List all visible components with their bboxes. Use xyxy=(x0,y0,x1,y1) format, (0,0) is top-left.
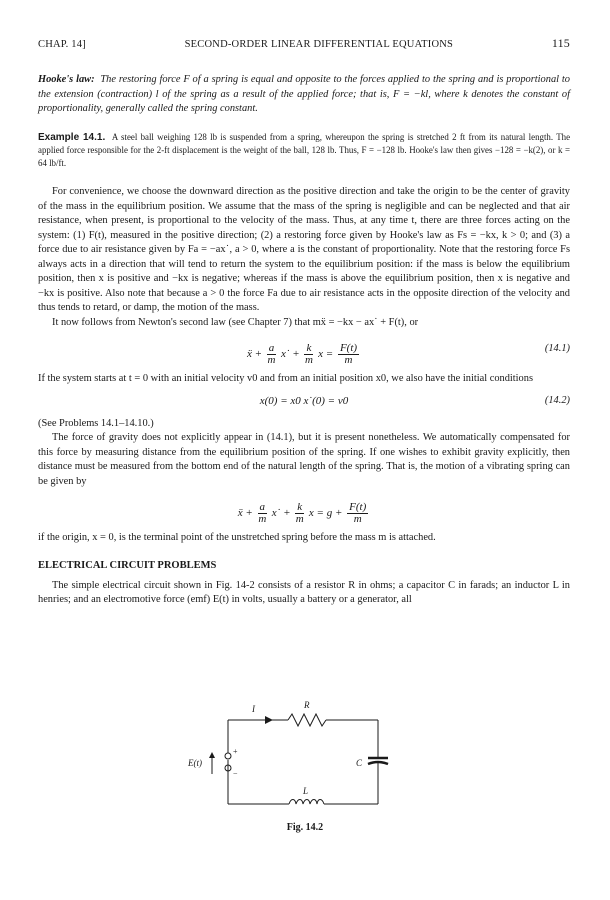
eq3-a: a xyxy=(259,501,266,513)
eq2-body: x(0) = x0 x˙(0) = v0 xyxy=(259,394,349,407)
paragraph-gravity: The force of gravity does not explicitly appear in (14.1), but it is present nonetheless. We automatically compensated for this force by measuring distance from the equilibrium position of the spring. If one wishes to exhibit gravity explicitly, then distance must be measured from the bottom end of the natural length of the spring. That is, the motion of a vibrating spring can be given by xyxy=(38,432,570,487)
label-R: R xyxy=(304,700,310,710)
eq1-f: F(t) xyxy=(339,342,358,354)
equation-number-14-2: (14.2) xyxy=(544,394,570,406)
eq3-frac-a-m xyxy=(258,502,268,525)
eq3-m2: m xyxy=(295,513,304,525)
eq3-k: k xyxy=(297,501,303,513)
equation-14-1 xyxy=(38,336,570,366)
emf-arrow-icon xyxy=(209,752,215,758)
eq1-frac-k-m xyxy=(304,343,313,366)
eq3-rhs: x = g + xyxy=(308,507,343,520)
paragraph-circuit: The simple electrical circuit shown in Fig. 14-2 consists of a resistor R in ohms; a capacitor C in farads; an inductor L in henries; and an electromotive force (emf) E(t) in volts, usually a battery or a generator, all xyxy=(38,579,570,605)
label-minus: − xyxy=(233,769,238,778)
label-E: E(t) xyxy=(188,758,202,768)
chapter-title: SECOND-ORDER LINEAR DIFFERENTIAL EQUATIONS xyxy=(184,39,454,50)
eq3-frac-k-m xyxy=(295,502,304,525)
eq1-a: a xyxy=(268,342,275,354)
example-text: A steel ball weighing 128 lb is suspended from a spring, whereupon the spring is stretched 2 ft from its natural length. The applied force responsible for the 2-ft displacement is the weight of the ball, 128 lb. Thus, F = −128 lb. Hooke's law then gives −128 = −k(2), or k = 64 lb/ft. xyxy=(38,131,571,168)
circuit-diagram xyxy=(188,694,398,834)
example-label: Example 14.1. xyxy=(38,131,106,143)
eq3-f: F(t) xyxy=(349,501,367,513)
equation-gravity xyxy=(38,495,570,525)
current-arrow-icon xyxy=(265,716,273,724)
label-plus: + xyxy=(233,747,238,756)
eq3-m: m xyxy=(258,513,267,525)
eq1-k: k xyxy=(306,342,312,354)
paragraph-newton: It now follows from Newton's second law (see Chapter 7) that mẍ = −kx − ax˙ + F(t), or xyxy=(52,316,419,328)
equation-14-2 xyxy=(38,393,570,411)
eq3-mid: x˙ + xyxy=(271,507,291,520)
eq1-rhs: x = xyxy=(318,348,334,361)
paragraph-forces: For convenience, we choose the downward direction as the positive direction and take the origin to be the center of gravity of the mass in the equilibrium position. We assume that the mass of the spring is negligible and can be neglected and that air resistance, when present, is proportional to the velocity of the mass. Thus, at any time t, there are three forces acting on the system: (1) F(t), measured in the positive direction; (2) a restoring force given by Hooke's law as Fs = −kx, k > 0; and (3) a force due to air resistance given by Fa = −ax˙, a > 0, where a is the constant of proportionality. Note that the restoring force Fs always acts in a direction that will tend to return the system to the equilibrium position: if the mass is below the equilibrium position, then x is positive and −kx is negative; whereas if the mass is above the equilibrium position, then x is negative and −kx is positive. Also note that because a > 0 the force Fa due to air resistance acts in the opposite direction of the velocity and thus tends to retard, or damp, the motion of the mass. xyxy=(38,186,570,313)
eq1-mid: x˙ + xyxy=(281,348,300,361)
label-L: L xyxy=(303,786,309,796)
hookes-law-label: Hooke's law: xyxy=(38,74,95,85)
eq3-frac-f-m xyxy=(347,502,368,525)
label-C: C xyxy=(356,758,363,768)
chapter-label: CHAP. 14] xyxy=(38,39,86,50)
eq1-lhs: ẍ + xyxy=(246,348,263,361)
eq1-frac-f-m xyxy=(338,343,359,366)
hookes-law-statement xyxy=(38,73,570,117)
page-content xyxy=(38,36,570,608)
paragraph-origin: if the origin, x = 0, is the terminal point of the unstretched spring before the mass m is attached. xyxy=(38,532,436,543)
eq3-m3: m xyxy=(353,513,362,525)
page-number: 115 xyxy=(551,36,570,50)
hookes-law-text: The restoring force F of a spring is equal and opposite to the forces applied to the spring and is proportional to the extension (contraction) l of the spring as a result of the applied force; that is, F = −kl, where k denotes the constant of proportionality, generally called the spring constant. xyxy=(38,74,570,114)
paragraph-see-problems: (See Problems 14.1–14.10.) xyxy=(38,417,154,429)
eq1-m3: m xyxy=(344,354,353,366)
label-I: I xyxy=(252,704,255,714)
paragraph-initial-conditions: If the system starts at t = 0 with an initial velocity v0 and from an initial position x0, we also have the initial conditions xyxy=(38,373,533,384)
equation-number-14-1: (14.1) xyxy=(544,343,570,354)
eq1-m: m xyxy=(267,354,276,366)
running-header xyxy=(38,36,570,51)
eq3-lhs: ẍ + xyxy=(237,507,253,520)
eq1-frac-a-m xyxy=(267,343,277,366)
figure-caption: Fig. 14.2 xyxy=(286,822,324,833)
example-14-1 xyxy=(38,131,570,170)
eq1-m2: m xyxy=(304,354,313,366)
section-title: ELECTRICAL CIRCUIT PROBLEMS xyxy=(38,559,217,571)
